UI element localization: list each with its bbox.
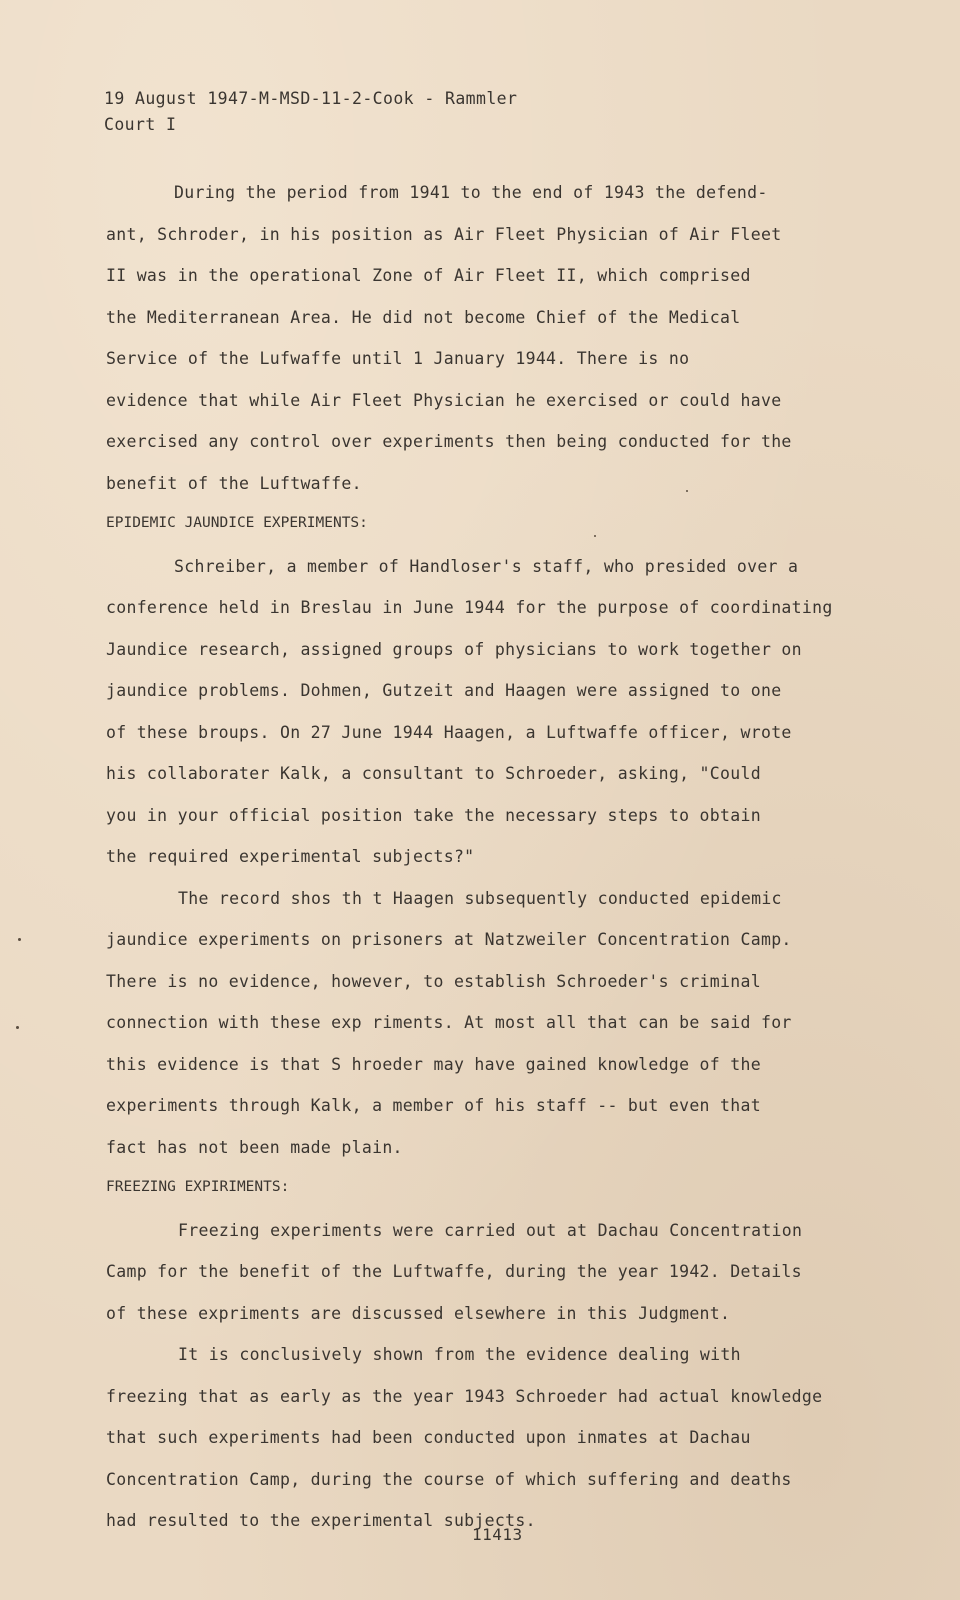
text-line: It is conclusively shown from the evidence dealing with — [178, 1345, 741, 1364]
header-reference-line: 19 August 1947-M-MSD-11-2-Cook - Rammler — [104, 89, 518, 108]
text-line: experiments through Kalk, a member of his staff -- but even that — [106, 1096, 761, 1115]
paper-speck — [16, 1026, 19, 1029]
text-line: ant, Schroder, in his position as Air Fleet Physician of Air Fleet — [106, 224, 782, 244]
text-line: Concentration Camp, during the course of which suffering and deaths — [106, 1469, 792, 1489]
text-line: jaundice experiments on prisoners at Natzweiler Concentration Camp. — [106, 930, 792, 949]
text-line: II was in the operational Zone of Air Fleet II, which comprised — [106, 266, 751, 285]
text-line: conference held in Breslau in June 1944 for the purpose of coordinating — [106, 598, 833, 617]
text-line: There is no evidence, however, to establish Schroeder's criminal — [106, 971, 761, 991]
text-line: evidence that while Air Fleet Physician he exercised or could have — [106, 390, 782, 410]
paper-speck — [686, 490, 688, 492]
text-line: benefit of the Luftwaffe. — [106, 473, 362, 493]
section-heading-freezing: FREEZING EXPIRIMENTS: — [106, 1179, 290, 1195]
text-line: During the period from 1941 to the end of 1943 the defend- — [174, 183, 768, 202]
text-line: Camp for the benefit of the Luftwaffe, during the year 1942. Details — [106, 1262, 802, 1281]
text-line: freezing that as early as the year 1943 Schroeder had actual knowledge — [106, 1386, 823, 1406]
section-heading-jaundice: EPIDEMIC JAUNDICE EXPERIMENTS: — [106, 515, 368, 531]
text-line: of these broups. On 27 June 1944 Haagen, a Luftwaffe officer, wrote — [106, 722, 792, 742]
text-line: had resulted to the experimental subjects. — [106, 1511, 536, 1530]
text-line: jaundice problems. Dohmen, Gutzeit and Haagen were assigned to one — [106, 681, 782, 700]
text-line: Schreiber, a member of Handloser's staff, who presided over a — [174, 556, 799, 576]
text-line: the Mediterranean Area. He did not become Chief of the Medical — [106, 307, 741, 327]
text-line: Jaundice research, assigned groups of physicians to work together on — [106, 639, 802, 659]
paper-speck — [18, 938, 21, 941]
text-line: that such experiments had been conducted upon inmates at Dachau — [106, 1428, 751, 1447]
text-line: fact has not been made plain. — [106, 1137, 403, 1157]
text-line: The record shos th t Haagen subsequently conducted epidemic — [178, 888, 782, 908]
text-line: Service of the Lufwaffe until 1 January 1944. There is no — [106, 349, 690, 368]
paper-speck — [594, 535, 596, 537]
page-number: 11413 — [472, 1525, 523, 1544]
text-line: the required experimental subjects?" — [106, 847, 475, 866]
text-line: you in your official position take the necessary steps to obtain — [106, 805, 761, 825]
text-line: exercised any control over experiments then being conducted for the — [106, 432, 792, 451]
text-line: this evidence is that S hroeder may have gained knowledge of the — [106, 1054, 761, 1074]
document-header — [104, 86, 517, 138]
header-court-line: Court I — [104, 115, 177, 134]
text-line: his collaborater Kalk, a consultant to Schroeder, asking, "Could — [106, 764, 761, 783]
text-line: of these expriments are discussed elsewhere in this Judgment. — [106, 1303, 731, 1323]
text-line: connection with these exp riments. At most all that can be said for — [106, 1013, 792, 1032]
document-body — [106, 183, 846, 1553]
text-line: Freezing experiments were carried out at Dachau Concentration — [178, 1220, 803, 1240]
